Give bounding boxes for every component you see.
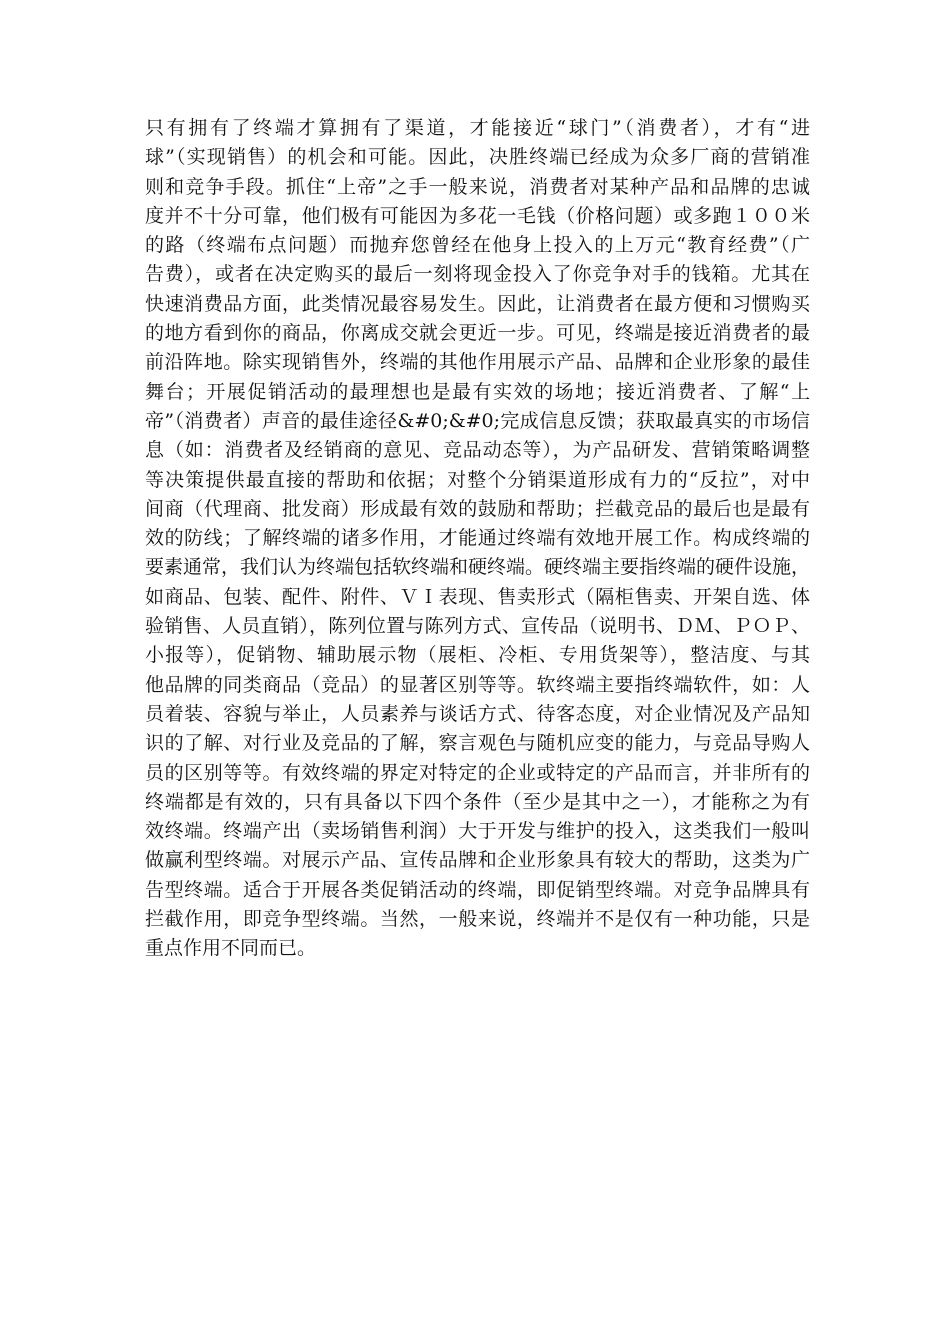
- text-line: 员着装、容貌与举止，人员素养与谈话方式、待客态度，对企业情况及产品知: [145, 702, 810, 725]
- text-line: 重点作用不同而已。: [145, 937, 317, 960]
- text-line: 终端都是有效的，只有具备以下四个条件（至少是其中之一），才能称之为有: [145, 790, 810, 813]
- text-line: 做赢利型终端。对展示产品、宣传品牌和企业形象具有较大的帮助，这类为广: [145, 849, 810, 872]
- text-line: 只有拥有了终端才算拥有了渠道，才能接近“球门”（消费者），才有“进: [145, 117, 810, 139]
- text-line: 球”（实现销售）的机会和可能。因此，决胜终端已经成为众多厂商的营销准: [145, 146, 810, 169]
- text-line: 的地方看到你的商品，你离成交就会更近一步。可见，终端是接近消费者的最: [145, 322, 810, 345]
- text-line: 他品牌的同类商品（竞品）的显著区别等等。软终端主要指终端软件，如：人: [145, 673, 810, 696]
- text-line: 的路（终端布点问题）而抛弃您曾经在他身上投入的上万元“教育经费”（广: [145, 234, 810, 257]
- text-line: 如商品、包装、配件、附件、ＶＩ表现、售卖形式（隔柜售卖、开架自选、体: [145, 585, 810, 608]
- text-line: 前沿阵地。除实现销售外，终端的其他作用展示产品、品牌和企业形象的最佳: [145, 351, 810, 374]
- text-line: 验销售、人员直销），陈列位置与陈列方式、宣传品（说明书、ＤＭ、ＰＯＰ、: [145, 615, 810, 638]
- body-text: [145, 114, 810, 964]
- text-line: 告型终端。适合于开展各类促销活动的终端，即促销型终端。对竞争品牌具有: [145, 878, 810, 901]
- text-line: 效终端。终端产出（卖场销售利润）大于开发与维护的投入，这类我们一般叫: [145, 820, 810, 843]
- text-line: 员的区别等等。有效终端的界定对特定的企业或特定的产品而言，并非所有的: [145, 761, 810, 784]
- text-line: 告费），或者在决定购买的最后一刻将现金投入了你竞争对手的钱箱。尤其在: [145, 263, 810, 286]
- text-line: 舞台；开展促销活动的最理想也是最有实效的场地；接近消费者、了解“上: [145, 380, 810, 403]
- text-line: 快速消费品方面，此类情况最容易发生。因此，让消费者在最方便和习惯购买: [145, 292, 810, 315]
- text-line: 拦截作用，即竞争型终端。当然，一般来说，终端并不是仅有一种功能，只是: [145, 908, 810, 931]
- text-line: 间商（代理商、批发商）形成最有效的鼓励和帮助；拦截竞品的最后也是最有: [145, 497, 810, 520]
- text-line: 息（如：消费者及经销商的意见、竞品动态等），为产品研发、营销策略调整: [145, 439, 810, 462]
- text-line: 则和竞争手段。抓住“上帝”之手一般来说，消费者对某种产品和品牌的忠诚: [145, 175, 810, 198]
- text-line: 度并不十分可靠，他们极有可能因为多花一毛钱（价格问题）或多跑１００米: [145, 204, 810, 227]
- text-line: 帝”（消费者）声音的最佳途径&#0;&#0;完成信息反馈；获取最真实的市场信: [145, 409, 810, 432]
- text-line: 等决策提供最直接的帮助和依据；对整个分销渠道形成有力的“反拉”，对中: [145, 468, 810, 491]
- text-line: 效的防线；了解终端的诸多作用，才能通过终端有效地开展工作。构成终端的: [145, 527, 810, 550]
- text-line: 要素通常，我们认为终端包括软终端和硬终端。硬终端主要指终端的硬件设施，: [145, 556, 811, 579]
- text-line: 识的了解、对行业及竞品的了解，察言观色与随机应变的能力，与竞品导购人: [145, 732, 810, 755]
- text-line: 小报等），促销物、辅助展示物（展柜、冷柜、专用货架等），整洁度、与其: [145, 644, 810, 667]
